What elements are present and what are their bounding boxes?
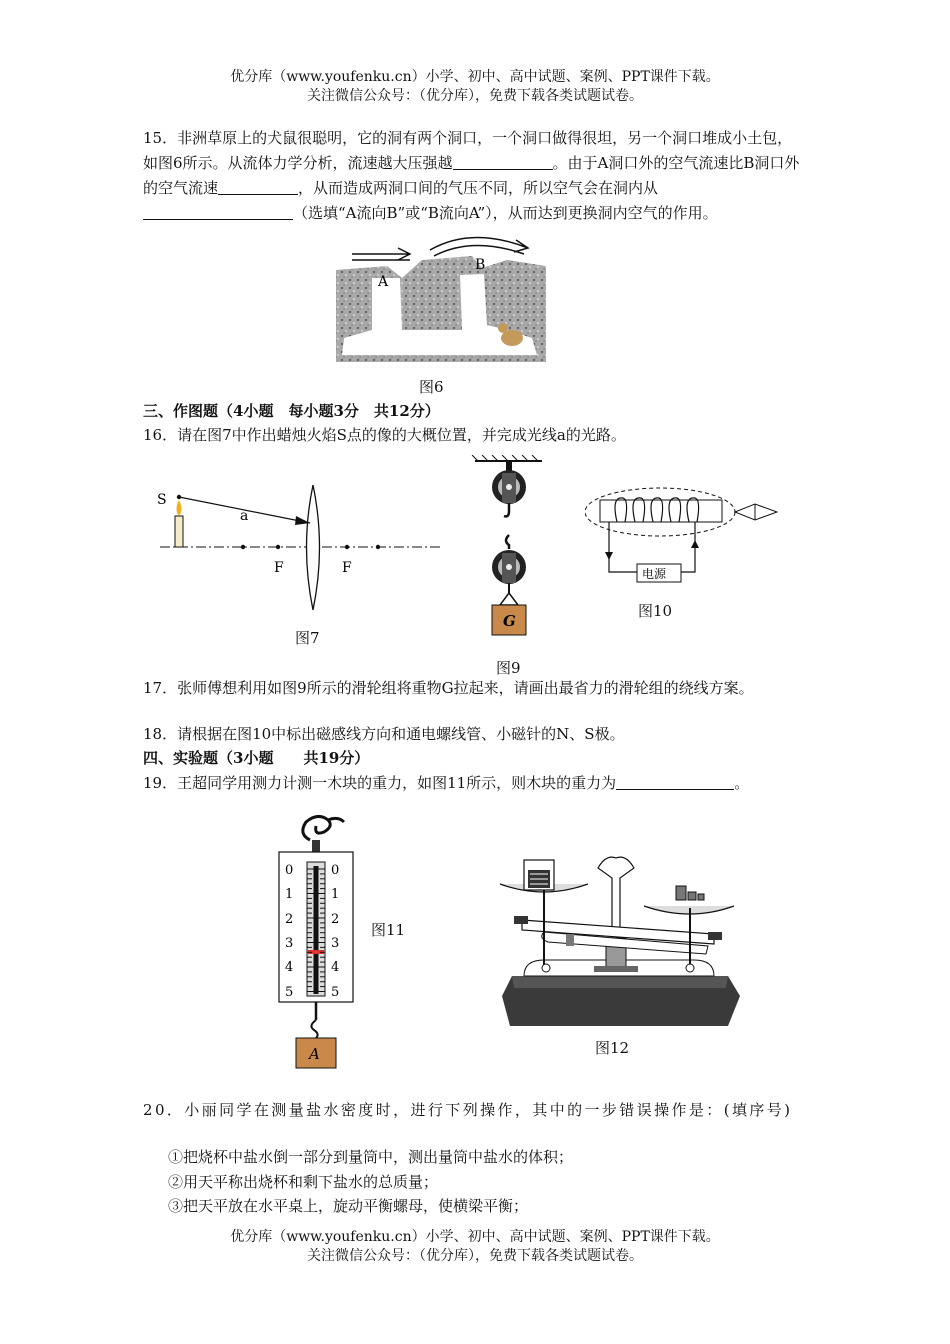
fig11-scale-left-3: 3 [285,936,294,951]
figure-10-solenoid [585,482,785,588]
fig10-caption: 图10 [638,602,673,620]
question-16: 16．请在图7中作出蜡烛火焰S点的像的大概位置，并完成光线a的光路。 [143,426,626,444]
figure-12-balance [494,848,744,1026]
q15-text-1: 15．非洲草原上的犬鼠很聪明，它的洞有两个洞口，一个洞口做得很坦，另一个洞口堆成小土包，如图6所示。从流体力学分析，流速越大压强越 [143,129,793,172]
fig11-caption: 图11 [371,921,406,939]
fig11-scale-right-1: 1 [331,887,340,902]
footer-line-2: 关注微信公众号：（优分库），免费下载各类试题试卷。 [307,1248,643,1264]
q15-blank-1[interactable] [453,153,553,170]
figure-6-burrow [332,230,548,364]
header-line-1: 优分库（www.youfenku.cn）小学、初中、高中试题、案例、PPT课件下载。 [230,69,720,85]
q15-text-2: 。由于A洞口外的空气流速比B洞口外的空气流速 [143,154,800,197]
question-17: 17．张师傅想利用如图9所示的滑轮组将重物G拉起来，请画出最省力的滑轮组的绕线方案。 [143,679,754,697]
fig7-label-a: a [240,508,249,524]
fig12-caption: 图12 [595,1039,630,1057]
question-18: 18．请根据在图10中标出磁感线方向和通电螺线管、小磁针的N、S极。 [143,725,625,743]
q19-text: 19．王超同学用测力计测一木块的重力，如图11所示，则木块的重力为 [143,774,617,792]
fig7-label-f2: F [342,560,352,576]
fig7-label-f1: F [274,560,284,576]
fig11-scale-left-5: 5 [285,985,294,1000]
fig11-scale-right-3: 3 [331,936,340,951]
header-line-2: 关注微信公众号：（优分库），免费下载各类试题试卷。 [307,88,643,104]
fig6-label-b: B [475,257,486,273]
figure-9-pulleys [470,455,550,651]
q20-step-2: ②用天平称出烧杯和剩下盐水的总质量； [168,1173,439,1191]
q15-text-3: ，从而造成两洞口间的气压不同，所以空气会在洞内从 [298,179,659,197]
fig11-block-label: A [309,1045,320,1063]
question-15 [143,126,807,226]
fig11-scale-left-0: 0 [285,863,294,878]
fig11-scale-left-4: 4 [285,960,294,975]
fig9-weight-label: G [503,612,516,630]
figure-7-lens [150,480,450,620]
fig6-caption: 图6 [419,378,444,396]
figure-11-spring-scale [272,808,362,1070]
section-3-title: 三、作图题（4小题 每小题3分 共12分） [143,402,440,420]
fig11-scale-right-0: 0 [331,863,340,878]
q15-blank-3[interactable] [143,203,293,220]
fig6-label-a: A [378,274,389,290]
fig11-scale-right-5: 5 [331,985,340,1000]
fig11-scale-left-1: 1 [285,887,294,902]
section-4-title: 四、实验题（3小题 共19分） [143,749,370,767]
fig11-scale-right-4: 4 [331,960,340,975]
footer-line-1: 优分库（www.youfenku.cn）小学、初中、高中试题、案例、PPT课件下载。 [230,1229,720,1245]
fig11-scale-left-2: 2 [285,912,294,927]
fig9-caption: 图9 [496,659,521,677]
fig7-label-s: S [157,492,167,508]
q19-end: 。 [734,774,750,792]
q15-text-4: （选填“A流向B”或“B流向A”），从而达到更换洞内空气的作用。 [293,204,718,222]
question-20: 20．小丽同学在测量盐水密度时，进行下列操作，其中的一步错误操作是：(填序号) [143,1101,793,1119]
q20-step-1: ①把烧杯中盐水倒一部分到量筒中，测出量筒中盐水的体积； [168,1148,574,1166]
q19-blank[interactable] [616,773,734,790]
question-19 [143,772,749,794]
fig10-power-label: 电源 [642,567,667,581]
fig7-caption: 图7 [295,629,320,647]
q20-step-3: ③把天平放在水平桌上，旋动平衡螺母，使横梁平衡； [168,1197,529,1215]
fig11-scale-right-2: 2 [331,912,340,927]
q15-blank-2[interactable] [218,178,298,195]
